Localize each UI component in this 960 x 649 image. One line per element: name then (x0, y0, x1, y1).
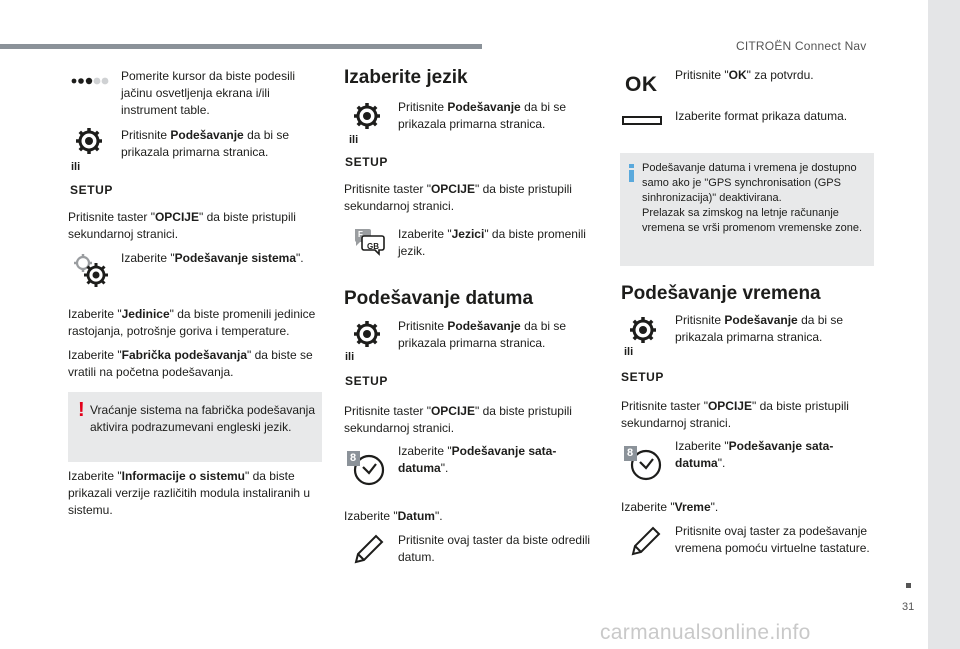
clock-badge: 8 (627, 447, 634, 459)
press-options-text: Pritisnite taster "OPCIJE" da biste pristupili sekundarnoj stranici. (621, 399, 849, 430)
press-settings-text: Pritisnite Podešavanje da bi se prikazala primarna stranica. (398, 319, 567, 350)
clock-icon[interactable] (623, 444, 663, 482)
info-note (620, 153, 874, 266)
time-text: Izaberite "Vreme". (621, 500, 719, 514)
format-text: Izaberite format prikaza datuma. (675, 109, 848, 123)
settings-gear-icon[interactable] (352, 319, 382, 349)
brightness-text: Pomerite kursor da biste podesili jačinu osvetljenja ekrana i/ili instrument table. (121, 69, 296, 117)
settings-gear-icon[interactable] (74, 126, 104, 156)
system-settings-text: Izaberite "Podešavanje sistema". (121, 251, 304, 265)
warning-note (68, 392, 322, 462)
ok-text: Pritisnite "OK" za potvrdu. (675, 68, 814, 82)
units-text: Izaberite "Jedinice" da biste promenili jedinice rastojanja, potrošnje goriva i temperature. (68, 307, 316, 338)
date-text: Izaberite "Datum". (344, 509, 443, 523)
pencil-icon[interactable] (352, 532, 384, 566)
clock-badge: 8 (350, 452, 357, 464)
press-settings-text: Pritisnite Podešavanje da bi se prikazala primarna stranica. (121, 128, 290, 159)
setup-button[interactable]: SETUP (621, 370, 665, 384)
language-icon[interactable] (352, 226, 386, 256)
setup-button[interactable]: SETUP (70, 183, 114, 197)
edit-time-text: Pritisnite ovaj taster za podešavanje vremena pomoću virtuelne tastature. (675, 524, 870, 555)
ok-button[interactable]: OK (625, 73, 658, 96)
settings-gear-icon[interactable] (352, 101, 382, 131)
brightness-dots-icon (70, 76, 110, 86)
press-settings-text: Pritisnite Podešavanje da bi se prikazala primarna stranica. (675, 313, 844, 344)
setup-button[interactable]: SETUP (345, 374, 389, 388)
ili-label: ili (624, 346, 634, 358)
clock-icon[interactable] (346, 449, 386, 487)
press-settings-text: Pritisnite Podešavanje da bi se prikazala primarna stranica. (398, 100, 567, 131)
language-heading: Izaberite jezik (344, 67, 468, 88)
flag-f-label: F (358, 230, 363, 239)
date-format-button[interactable] (622, 116, 662, 125)
time-settings-text: Izaberite "Podešavanje sata-datuma". (398, 444, 557, 475)
page-number: 31 (902, 601, 915, 613)
ili-label: ili (345, 351, 355, 363)
press-options-text: Pritisnite taster "OPCIJE" da biste pristupili sekundarnoj stranici. (68, 210, 296, 241)
time-settings-text: Izaberite "Podešavanje sata-datuma". (675, 439, 834, 470)
system-info-text: Izaberite "Informacije o sistemu" da biste prikazali verzije različitih modula instaliranih u sistemu. (68, 469, 311, 517)
ili-label: ili (349, 134, 359, 146)
press-options-text: Pritisnite taster "OPCIJE" da biste pristupili sekundarnoj stranici. (344, 182, 572, 213)
info-icon (629, 170, 634, 182)
header-accent-bar (0, 44, 482, 49)
factory-text: Izaberite "Fabrička podešavanja" da biste se vratili na početna podešavanja. (68, 348, 313, 379)
time-heading: Podešavanje vremena (621, 283, 821, 304)
watermark: carmanualsonline.info (600, 621, 811, 644)
page-edge-band (928, 0, 960, 649)
press-options-text: Pritisnite taster "OPCIJE" da biste pristupili sekundarnoj stranici. (344, 404, 572, 435)
languages-text: Izaberite "Jezici" da biste promenili jezik. (398, 227, 586, 258)
warning-icon: ! (78, 399, 85, 421)
flag-gb-label: GB (367, 242, 379, 251)
info-note-text: Podešavanje datuma i vremena je dostupno samo ako je "GPS synchronisation (GPS sinhronizacija)" deaktivirana. Prelazak sa zimskog na letnje računanje vremena se vrši promenom vremenske zone. (642, 162, 863, 234)
warning-note-text: Vraćanje sistema na fabrička podešavanja aktivira podrazumevani engleski jezik. (90, 403, 316, 434)
system-settings-icon[interactable] (72, 252, 110, 288)
brand-title: CITROËN Connect Nav (736, 39, 867, 53)
date-heading: Podešavanje datuma (344, 288, 534, 309)
info-icon-dot (629, 164, 634, 168)
settings-gear-icon[interactable] (628, 315, 658, 345)
setup-button[interactable]: SETUP (345, 155, 389, 169)
ili-label: ili (71, 161, 81, 173)
page-marker (906, 583, 911, 588)
pencil-icon[interactable] (629, 524, 661, 558)
edit-date-text: Pritisnite ovaj taster da biste odredili datum. (398, 533, 591, 564)
